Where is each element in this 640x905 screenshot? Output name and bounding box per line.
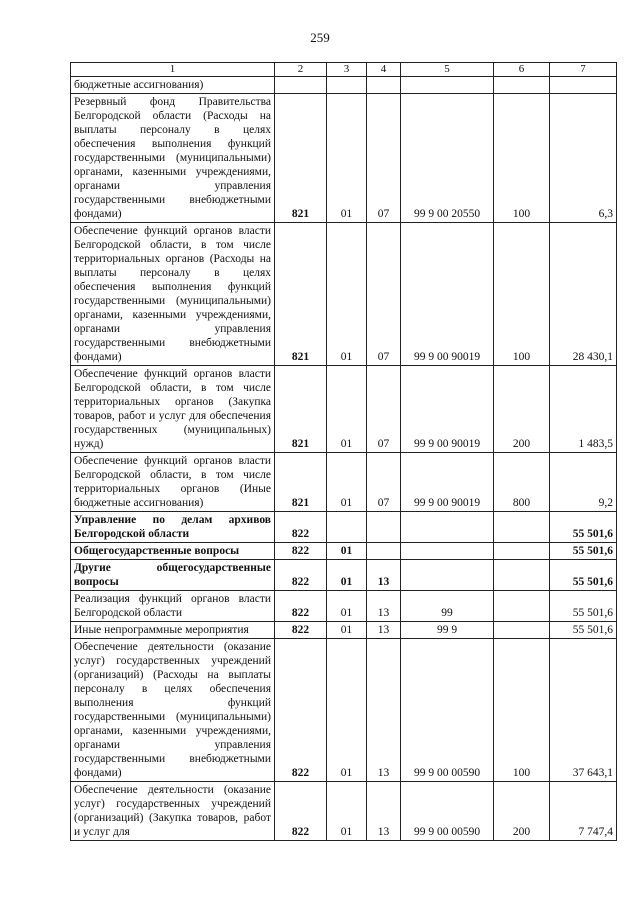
row-target-article: 99 9 00 00590 xyxy=(401,782,494,841)
row-description: Обеспечение функций органов власти Белгородской области, в том числе территориальных органов (Иные бюджетные ассигнования) xyxy=(71,453,275,512)
table-row xyxy=(71,782,617,841)
row-description: Обеспечение функций органов власти Белгородской области, в том числе территориальных органов (Расходы на выплаты персоналу в целях обеспечения выполнения функций государственными (муниципальными) органами, казенными учреждениями, органами управления государственными внебюджетными фондами) xyxy=(71,223,275,366)
row-target-article xyxy=(401,77,494,94)
row-grbs-code: 821 xyxy=(275,94,327,223)
row-expense-type xyxy=(494,560,550,591)
row-amount: 55 501,6 xyxy=(550,512,617,543)
table-row xyxy=(71,77,617,94)
row-amount: 9,2 xyxy=(550,453,617,512)
row-expense-type xyxy=(494,77,550,94)
row-section: 01 xyxy=(327,94,367,223)
row-description: Другие общегосударственные вопросы xyxy=(71,560,275,591)
table-body xyxy=(71,77,617,841)
row-subsection: 07 xyxy=(367,366,401,453)
row-section xyxy=(327,77,367,94)
row-section: 01 xyxy=(327,366,367,453)
row-expense-type: 100 xyxy=(494,639,550,782)
page-number: 259 xyxy=(310,30,330,45)
table-row xyxy=(71,622,617,639)
row-grbs-code: 821 xyxy=(275,366,327,453)
row-amount: 37 643,1 xyxy=(550,639,617,782)
row-description: Реализация функций органов власти Белгородской области xyxy=(71,591,275,622)
row-amount: 55 501,6 xyxy=(550,560,617,591)
table-row xyxy=(71,94,617,223)
row-subsection: 07 xyxy=(367,94,401,223)
row-subsection xyxy=(367,77,401,94)
row-subsection: 07 xyxy=(367,223,401,366)
row-grbs-code: 822 xyxy=(275,639,327,782)
row-section: 01 xyxy=(327,560,367,591)
row-grbs-code: 822 xyxy=(275,543,327,560)
column-header: 6 xyxy=(494,63,550,77)
row-expense-type: 100 xyxy=(494,223,550,366)
row-grbs-code: 821 xyxy=(275,223,327,366)
row-subsection: 13 xyxy=(367,782,401,841)
row-amount: 1 483,5 xyxy=(550,366,617,453)
row-amount: 6,3 xyxy=(550,94,617,223)
row-subsection xyxy=(367,512,401,543)
row-description: Обеспечение деятельности (оказание услуг) государственных учреждений (организаций) (Закупка товаров, работ и услуг для xyxy=(71,782,275,841)
budget-table xyxy=(70,62,617,841)
row-target-article: 99 9 xyxy=(401,622,494,639)
row-target-article: 99 xyxy=(401,591,494,622)
row-amount: 55 501,6 xyxy=(550,622,617,639)
column-header: 1 xyxy=(71,63,275,77)
column-header: 7 xyxy=(550,63,617,77)
row-expense-type: 200 xyxy=(494,782,550,841)
row-subsection: 13 xyxy=(367,560,401,591)
row-description: Обеспечение деятельности (оказание услуг) государственных учреждений (организаций) (Расходы на выплаты персоналу в целях обеспечения выполнения функций государственными (муниципальными) органами, казенными учреждениями, органами управления государственными внебюджетными фондами) xyxy=(71,639,275,782)
table-row xyxy=(71,560,617,591)
row-grbs-code: 821 xyxy=(275,453,327,512)
row-target-article: 99 9 00 90019 xyxy=(401,453,494,512)
column-header: 3 xyxy=(327,63,367,77)
row-amount: 28 430,1 xyxy=(550,223,617,366)
table-row xyxy=(71,543,617,560)
row-subsection: 07 xyxy=(367,453,401,512)
row-grbs-code: 822 xyxy=(275,512,327,543)
column-header: 4 xyxy=(367,63,401,77)
row-target-article: 99 9 00 90019 xyxy=(401,366,494,453)
row-grbs-code xyxy=(275,77,327,94)
row-target-article xyxy=(401,543,494,560)
row-target-article: 99 9 00 20550 xyxy=(401,94,494,223)
row-description: Управление по делам архивов Белгородской области xyxy=(71,512,275,543)
row-expense-type: 100 xyxy=(494,94,550,223)
row-section: 01 xyxy=(327,591,367,622)
row-amount xyxy=(550,77,617,94)
table-row xyxy=(71,223,617,366)
row-section: 01 xyxy=(327,639,367,782)
row-section: 01 xyxy=(327,453,367,512)
table-row xyxy=(71,512,617,543)
row-target-article xyxy=(401,560,494,591)
row-expense-type: 200 xyxy=(494,366,550,453)
row-expense-type xyxy=(494,622,550,639)
row-section: 01 xyxy=(327,622,367,639)
row-target-article: 99 9 00 90019 xyxy=(401,223,494,366)
row-section: 01 xyxy=(327,543,367,560)
row-subsection xyxy=(367,543,401,560)
row-description: Общегосударственные вопросы xyxy=(71,543,275,560)
row-subsection: 13 xyxy=(367,622,401,639)
row-description: Обеспечение функций органов власти Белгородской области, в том числе территориальных органов (Закупка товаров, работ и услуг для обеспечения государственных (муниципальных) нужд) xyxy=(71,366,275,453)
row-expense-type xyxy=(494,591,550,622)
row-amount: 55 501,6 xyxy=(550,543,617,560)
table-header-row xyxy=(71,63,617,77)
row-subsection: 13 xyxy=(367,591,401,622)
row-expense-type: 800 xyxy=(494,453,550,512)
row-expense-type xyxy=(494,512,550,543)
row-amount: 55 501,6 xyxy=(550,591,617,622)
row-section: 01 xyxy=(327,782,367,841)
row-grbs-code: 822 xyxy=(275,782,327,841)
row-target-article: 99 9 00 00590 xyxy=(401,639,494,782)
table-row xyxy=(71,591,617,622)
row-grbs-code: 822 xyxy=(275,622,327,639)
row-description: Иные непрограммные мероприятия xyxy=(71,622,275,639)
row-description: Резервный фонд Правительства Белгородской области (Расходы на выплаты персоналу в целях обеспечения выполнения функций государственными (муниципальными) органами, казенными учреждениями, органами управления государственными внебюджетными фондами) xyxy=(71,94,275,223)
row-section xyxy=(327,512,367,543)
row-section: 01 xyxy=(327,223,367,366)
row-target-article xyxy=(401,512,494,543)
row-amount: 7 747,4 xyxy=(550,782,617,841)
row-grbs-code: 822 xyxy=(275,591,327,622)
table-row xyxy=(71,639,617,782)
row-subsection: 13 xyxy=(367,639,401,782)
row-expense-type xyxy=(494,543,550,560)
column-header: 2 xyxy=(275,63,327,77)
row-grbs-code: 822 xyxy=(275,560,327,591)
column-header: 5 xyxy=(401,63,494,77)
table-row xyxy=(71,366,617,453)
table-row xyxy=(71,453,617,512)
row-description: бюджетные ассигнования) xyxy=(71,77,275,94)
